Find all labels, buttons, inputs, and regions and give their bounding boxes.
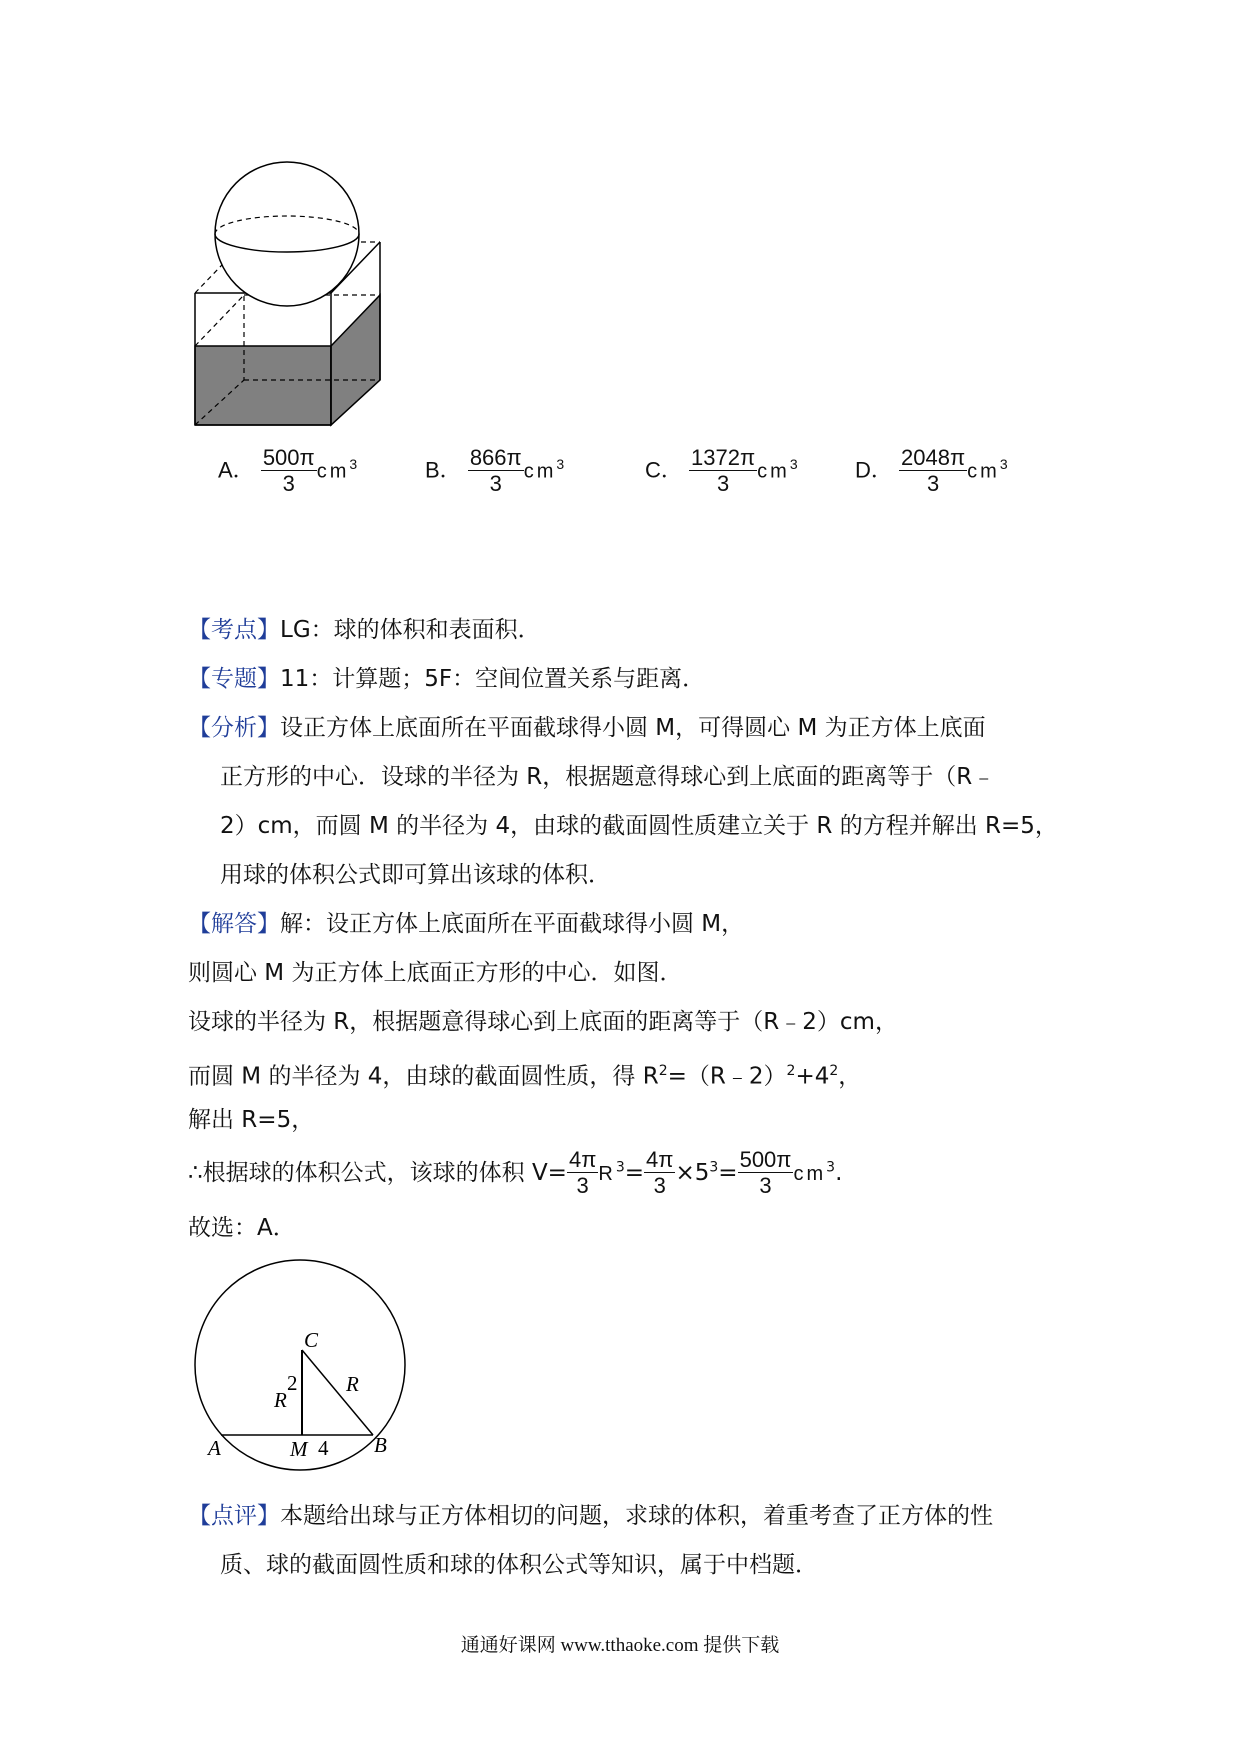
choice-b-letter: B． bbox=[425, 457, 462, 483]
choice-c-unit: cm bbox=[757, 460, 790, 483]
choice-a-exp: 3 bbox=[349, 455, 358, 472]
choice-d-unit: cm bbox=[967, 460, 1000, 483]
jieda-five: 5 bbox=[694, 1160, 710, 1186]
sphere-outline bbox=[215, 162, 359, 306]
jieda-4d: 2 bbox=[786, 1063, 796, 1079]
label-c: C bbox=[304, 1328, 319, 1352]
choice-d-fraction bbox=[899, 446, 967, 497]
water-side-face bbox=[331, 295, 380, 425]
fenxi-text-1: 设正方体上底面所在平面截球得小圆 M，可得圆心 M 为正方体上底面 bbox=[280, 715, 986, 741]
choice-d-num: 2048π bbox=[901, 445, 966, 470]
jieda-4a: 而圆 M 的半径为 4，由球的截面圆性质，得 R bbox=[188, 1063, 659, 1090]
fenxi-line-1 bbox=[188, 712, 986, 744]
jieda-frac-2-den: 3 bbox=[653, 1173, 666, 1198]
jieda-line-1 bbox=[188, 908, 744, 940]
jieda-line-6 bbox=[188, 1148, 842, 1199]
choice-c-exp: 3 bbox=[789, 455, 798, 472]
kaodian-line bbox=[188, 614, 541, 646]
jieda-frac-1-num: 4π bbox=[568, 1147, 597, 1172]
dianping-line-2: 质、球的截面圆性质和球的体积公式等知识，属于中档题． bbox=[220, 1552, 818, 1578]
choice-c-letter: C． bbox=[645, 457, 683, 483]
choice-c-fraction bbox=[689, 446, 757, 497]
choice-a bbox=[218, 446, 357, 497]
choice-d bbox=[855, 446, 1008, 497]
jieda-4f: 2 bbox=[829, 1063, 839, 1079]
jieda-frac-1 bbox=[567, 1148, 598, 1199]
zhuanti-line bbox=[188, 663, 705, 695]
jieda-text-1: 解：设正方体上底面所在平面截球得小圆 M， bbox=[280, 911, 745, 937]
dianping-text-1: 本题给出球与正方体相切的问题，求球的体积，着重考查了正方体的性 bbox=[280, 1503, 993, 1529]
jieda-line-2: 则圆心 M 为正方体上底面正方形的中心．如图． bbox=[188, 960, 683, 986]
choice-a-den: 3 bbox=[282, 471, 295, 496]
label-r-right: R bbox=[346, 1372, 359, 1396]
cross-section-figure bbox=[190, 1255, 420, 1480]
kaodian-tag: 【考点】 bbox=[188, 617, 280, 643]
choice-d-exp: 3 bbox=[999, 455, 1008, 472]
jieda-eq-1: = bbox=[624, 1160, 645, 1186]
jieda-line-3: 设球的半径为 R，根据题意得球心到上底面的距离等于（R﹣2）cm， bbox=[188, 1009, 898, 1035]
jieda-unit-exp: 3 bbox=[826, 1159, 836, 1176]
jieda-line-4 bbox=[188, 1055, 861, 1093]
fenxi-line-4: 用球的体积公式即可算出该球的体积． bbox=[220, 862, 611, 888]
fenxi-line-3: 2）cm，而圆 M 的半径为 4，由球的截面圆性质建立关于 R 的方程并解出 R=5， bbox=[220, 813, 1058, 839]
jieda-frac-2-num: 4π bbox=[646, 1147, 674, 1172]
choice-d-letter: D． bbox=[855, 457, 893, 483]
label-b: B bbox=[374, 1433, 387, 1457]
jieda-4b: 2 bbox=[658, 1063, 668, 1079]
choice-a-num: 500π bbox=[262, 445, 315, 470]
jieda-end-dot: . bbox=[835, 1160, 843, 1186]
jieda-frac-3-num: 500π bbox=[739, 1147, 792, 1172]
jieda-frac-2 bbox=[644, 1148, 675, 1199]
choice-b-den: 3 bbox=[489, 471, 502, 496]
zhuanti-tag: 【专题】 bbox=[188, 666, 280, 692]
label-r-left: R bbox=[274, 1388, 287, 1412]
jieda-4e: +4 bbox=[795, 1063, 830, 1090]
choice-b bbox=[425, 446, 564, 497]
choice-a-fraction bbox=[261, 446, 317, 497]
segment-cb bbox=[302, 1350, 373, 1435]
choice-b-exp: 3 bbox=[556, 455, 565, 472]
jieda-r: R bbox=[598, 1163, 616, 1185]
choice-c-num: 1372π bbox=[691, 445, 756, 470]
zhuanti-text: 11：计算题；5F：空间位置关系与距离． bbox=[280, 666, 706, 692]
choice-c bbox=[645, 446, 798, 497]
water-front-face bbox=[195, 346, 331, 425]
footer-credit: 通通好课网 www.tthaoke.com 提供下载 bbox=[460, 1635, 780, 1656]
jieda-4c: =（R﹣2） bbox=[667, 1063, 787, 1090]
label-two: 2 bbox=[287, 1371, 298, 1395]
jieda-r-exp: 3 bbox=[615, 1159, 625, 1176]
jieda-line-7: 故选：A． bbox=[188, 1215, 296, 1241]
kaodian-text: LG：球的体积和表面积． bbox=[280, 617, 541, 643]
sphere-on-cube-figure bbox=[185, 160, 400, 435]
choice-a-letter: A． bbox=[218, 457, 255, 483]
jieda-4g: ， bbox=[838, 1063, 862, 1090]
jieda-line-5: 解出 R=5， bbox=[188, 1107, 315, 1133]
choice-b-fraction bbox=[468, 446, 524, 497]
jieda-frac-1-den: 3 bbox=[576, 1173, 589, 1198]
jieda-6a: ∴根据球的体积公式，该球的体积 V= bbox=[188, 1160, 567, 1186]
fenxi-tag: 【分析】 bbox=[188, 715, 280, 741]
jieda-frac-3-den: 3 bbox=[759, 1173, 772, 1198]
fenxi-line-2: 正方形的中心．设球的半径为 R，根据题意得球心到上底面的距离等于（R﹣ bbox=[220, 764, 996, 790]
jieda-times: × bbox=[675, 1160, 695, 1186]
label-a: A bbox=[208, 1436, 221, 1460]
choice-d-den: 3 bbox=[926, 471, 940, 496]
jieda-eq-2: = bbox=[718, 1160, 738, 1186]
jieda-tag: 【解答】 bbox=[188, 911, 280, 937]
choice-b-num: 866π bbox=[469, 445, 522, 470]
choice-c-den: 3 bbox=[716, 471, 730, 496]
label-m: M bbox=[290, 1437, 308, 1461]
choice-a-unit: cm bbox=[316, 460, 350, 483]
label-four: 4 bbox=[318, 1436, 329, 1460]
dianping-line-1 bbox=[188, 1500, 993, 1532]
jieda-five-exp: 3 bbox=[709, 1159, 719, 1176]
jieda-frac-3 bbox=[738, 1148, 794, 1199]
jieda-unit: cm bbox=[793, 1163, 827, 1185]
dianping-tag: 【点评】 bbox=[188, 1503, 280, 1529]
choice-b-unit: cm bbox=[523, 460, 557, 483]
